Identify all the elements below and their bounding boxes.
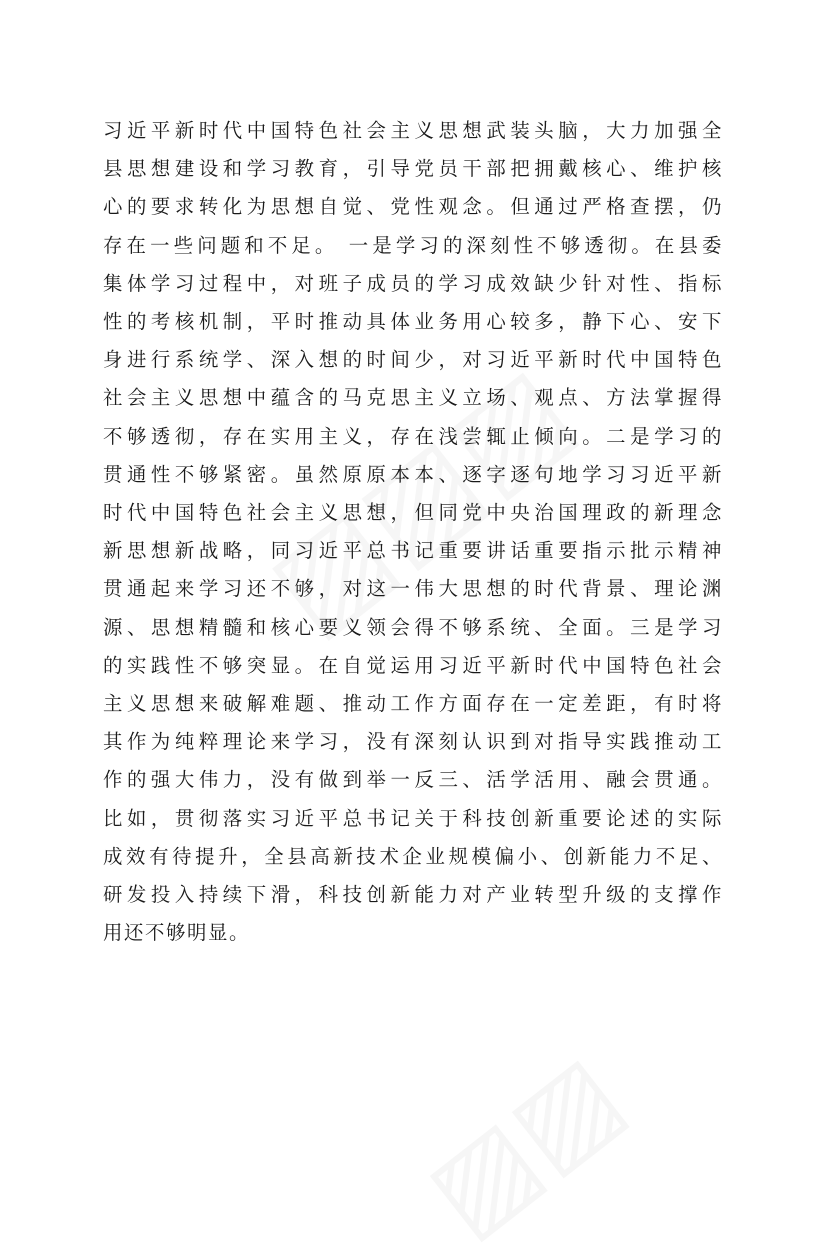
- text-line: 性的考核机制，平时推动具体业务用心较多，静下心、安下: [103, 310, 723, 334]
- text-line: 贯通性不够紧密。虽然原原本本、逐字逐句地学习习近平新: [103, 462, 723, 486]
- text-line: 主义思想来破解难题、推动工作方面存在一定差距，有时将: [103, 692, 723, 716]
- text-line: 其作为纯粹理论来学习，没有深刻认识到对指导实践推动工: [103, 730, 723, 754]
- text-line: 成效有待提升，全县高新技术企业规模偏小、创新能力不足、: [103, 844, 723, 868]
- text-line: 县思想建设和学习教育，引导党员干部把拥戴核心、维护核: [103, 157, 723, 181]
- body-paragraph: [103, 112, 723, 952]
- text-line: 用还不够明显。: [103, 921, 250, 945]
- text-line: 身进行系统学、深入想的时间少，对习近平新时代中国特色: [103, 348, 723, 372]
- text-line: 心的要求转化为思想自觉、党性观念。但通过严格查摆，仍: [103, 195, 723, 219]
- text-line: 源、思想精髓和核心要义领会得不够系统、全面。三是学习: [103, 615, 723, 639]
- text-line: 存在一些问题和不足。 一是学习的深刻性不够透彻。在县委: [103, 233, 723, 257]
- text-line: 习近平新时代中国特色社会主义思想武装头脑，大力加强全: [103, 119, 723, 142]
- text-line: 集体学习过程中，对班子成员的学习成效缺少针对性、指标: [103, 271, 723, 295]
- text-line: 时代中国特色社会主义思想，但同党中央治国理政的新理念: [103, 501, 723, 525]
- watermark-graphic: [403, 1030, 646, 1258]
- text-line: 研发投入持续下滑，科技创新能力对产业转型升级的支撑作: [103, 883, 723, 907]
- text-line: 社会主义思想中蕴含的马克思主义立场、观点、方法掌握得: [103, 386, 723, 410]
- text-line: 作的强大伟力，没有做到举一反三、活学活用、融会贯通。: [103, 768, 723, 792]
- text-line: 贯通起来学习还不够，对这一伟大思想的时代背景、理论渊: [103, 577, 723, 601]
- text-line: 新思想新战略，同习近平总书记重要讲话重要指示批示精神: [103, 539, 723, 563]
- text-line: 的实践性不够突显。在自觉运用习近平新时代中国特色社会: [103, 653, 723, 677]
- text-line: 比如，贯彻落实习近平总书记关于科技创新重要论述的实际: [103, 806, 723, 830]
- text-line: 不够透彻，存在实用主义，存在浅尝辄止倾向。二是学习的: [103, 424, 723, 448]
